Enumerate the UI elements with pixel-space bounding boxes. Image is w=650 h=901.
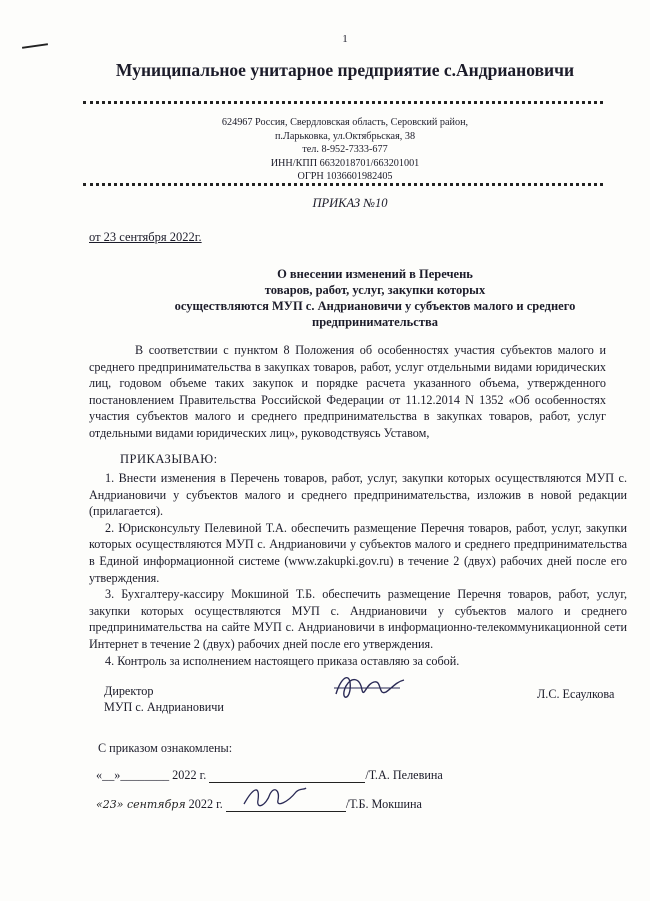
address-line: ОГРН 1036601982405 (297, 171, 393, 183)
address-line: п.Ларьковка, ул.Октябрьская, 38 (274, 130, 416, 142)
year-label: 2022 г. (188, 797, 223, 811)
order-items (89, 470, 627, 669)
signatory-organization: МУП с. Андриановичи (104, 700, 224, 714)
order-item: 1. Внести изменения в Перечень товаров, работ, услуг, закупки которых осуществляются МУП с. Андриановичи у субъектов малого и среднего предпринимательства, изложив в новой редакции (прилагается). (89, 471, 627, 519)
year-label: 2022 г. (172, 768, 207, 782)
order-date: от 23 сентября 2022г. (89, 230, 202, 244)
address-line: тел. 8-952-7333-677 (302, 144, 388, 156)
title-line: товаров, работ, услуг, закупки которых (264, 283, 486, 297)
employee-name: /Т.А. Пелевина (365, 768, 443, 782)
organization-address (200, 116, 490, 184)
acknowledgement-heading: С приказом ознакомлены: (98, 741, 233, 755)
signatory-title: Директор (104, 684, 154, 698)
order-title (130, 266, 620, 330)
preamble-paragraph: В соответствии с пунктом 8 Положения об особенностях участия субъектов малого и среднего предпринимательства в закупках товаров, работ, услуг отдельными видами юридических лиц, годовом объеме таких закупок и порядке расчета указанного объема, утвержденного постановлением Правительства Российской Федерации от 11.12.2014 N 1352 «Об особенностях участия субъектов малого и среднего предпринимательства в закупках товаров, работ, услуг отдельными видами юридических лиц», руководствуясь Уставом, (89, 343, 606, 440)
signature-line (209, 769, 365, 783)
signatory-role (104, 683, 224, 715)
order-item: 2. Юрисконсульту Пелевиной Т.А. обеспечить размещение Перечня товаров, работ, услуг, закупки которых осуществляются МУП с. Андриановичи у субъектов малого и среднего предпринимательства в Единой информационной системе (www.zakupki.gov.ru) в течение 2 (двух) рабочих дней после его утверждения. (89, 520, 627, 585)
employee-name: /Т.Б. Мокшина (345, 797, 422, 811)
order-item: 3. Бухгалтеру-кассиру Мокшиной Т.Б. обеспечить размещение Перечня товаров, работ, услуг, закупки которых осуществляются МУП с. Андриановичи у субъектов малого и среднего предпринимательства на сайте МУП с. Андриановичи в информационно-телекоммуникационной сети Интернет в течение 2 (двух) рабочих дней после его утверждения. (89, 587, 627, 651)
order-number: ПРИКАЗ №10 (312, 196, 388, 210)
header-divider-top (83, 101, 603, 104)
order-item: 4. Контроль за исполнением настоящего приказа оставляю за собой. (105, 653, 460, 668)
director-signature (330, 668, 410, 708)
command-heading: ПРИКАЗЫВАЮ: (120, 452, 218, 466)
page-number: 1 (342, 33, 348, 45)
title-line: предпринимательства (312, 315, 438, 329)
organization-name: Муниципальное унитарное предприятие с.Андриановичи (115, 60, 575, 80)
blank-date: «__»________ (96, 768, 170, 782)
handwritten-date: «23» сентября (96, 798, 186, 811)
header-divider-bottom (83, 183, 603, 186)
title-line: О внесении изменений в Перечень (277, 267, 473, 281)
employee-signature (240, 782, 310, 812)
address-line: ИНН/КПП 6632018701/663201001 (270, 157, 420, 169)
signatory-name: Л.С. Есаулкова (537, 687, 615, 701)
address-line: 624967 Россия, Свердловская область, Серовский район, (221, 117, 469, 128)
title-line: осуществляются МУП с. Андриановичи у субъектов малого и среднего (174, 299, 576, 313)
acknowledgement-row (96, 768, 443, 783)
